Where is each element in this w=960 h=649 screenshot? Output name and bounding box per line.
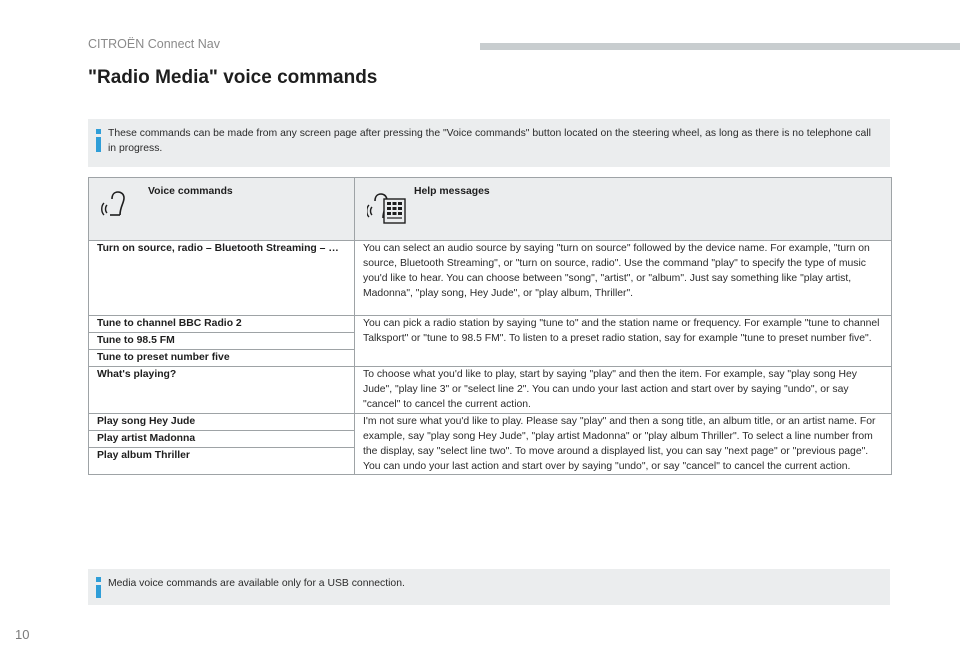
help-cell: To choose what you'd like to play, start by saying "play" and then the item. For example, say "play song Hey Jude", "play line 3" or "select line 2". You can undo your last action and start over by saying "undo", or say "cancel" to cancel the current action. [355,367,892,414]
info-box-top [88,119,890,167]
info-box-bottom [88,569,890,605]
page-title: "Radio Media" voice commands [88,67,378,88]
table-header-row [89,178,892,241]
help-cell: I'm not sure what you'd like to play. Please say "play" and then a song title, an album title, or an artist name. For example, say "play song Hey Jude", "play artist Madonna" or "play album Thriller". To select a line number from the display, say "select line two". To move around a displayed list, you can say "next page" or "previous page". You can undo your last action and start over by saying "undo", or say "cancel" to cancel the current action. [355,414,892,475]
header-bar [480,43,960,50]
info-text-bottom: Media voice commands are available only for a USB connection. [108,578,405,589]
command-cell: Play song Hey Jude [89,414,355,431]
brand-name: CITROËN Connect Nav [88,37,220,51]
command-cell: Tune to 98.5 FM [89,333,355,350]
table-row [89,414,892,431]
voice-commands-table [88,177,892,475]
voice-command-icon [101,191,135,221]
col2-header: Help messages [414,186,490,197]
command-cell: Turn on source, radio – Bluetooth Streaming – … [89,241,355,316]
info-text-top: These commands can be made from any screen page after pressing the "Voice commands" button located on the steering wheel, as long as there is no telephone call in progress. [108,128,871,154]
voice-help-screen-icon [367,191,407,225]
command-cell: Tune to channel BBC Radio 2 [89,316,355,333]
col1-header: Voice commands [148,186,233,197]
page-number: 10 [15,627,30,642]
command-cell: What's playing? [89,367,355,414]
help-cell: You can select an audio source by saying "turn on source" followed by the device name. For example, "turn on source, Bluetooth Streaming", or "turn on source, radio". Use the command "play" to specify the type of music you'd like to hear. You can choose between "song", "artist", or "album". Just say something like "play artist, Madonna", "play song, Hey Jude", or "play album, Thriller". [355,241,892,316]
help-cell: You can pick a radio station by saying "tune to" and the station name or frequency. For example "tune to channel Talksport" or "tune to 98.5 FM". To listen to a preset radio station, say for example "tune to preset number five". [355,316,892,367]
table-row [89,241,892,316]
command-cell: Play artist Madonna [89,431,355,448]
command-cell: Play album Thriller [89,448,355,475]
header-voice-commands [89,178,355,241]
table-row [89,316,892,333]
header-help-messages [355,178,892,241]
table-row [89,367,892,414]
command-cell: Tune to preset number five [89,350,355,367]
